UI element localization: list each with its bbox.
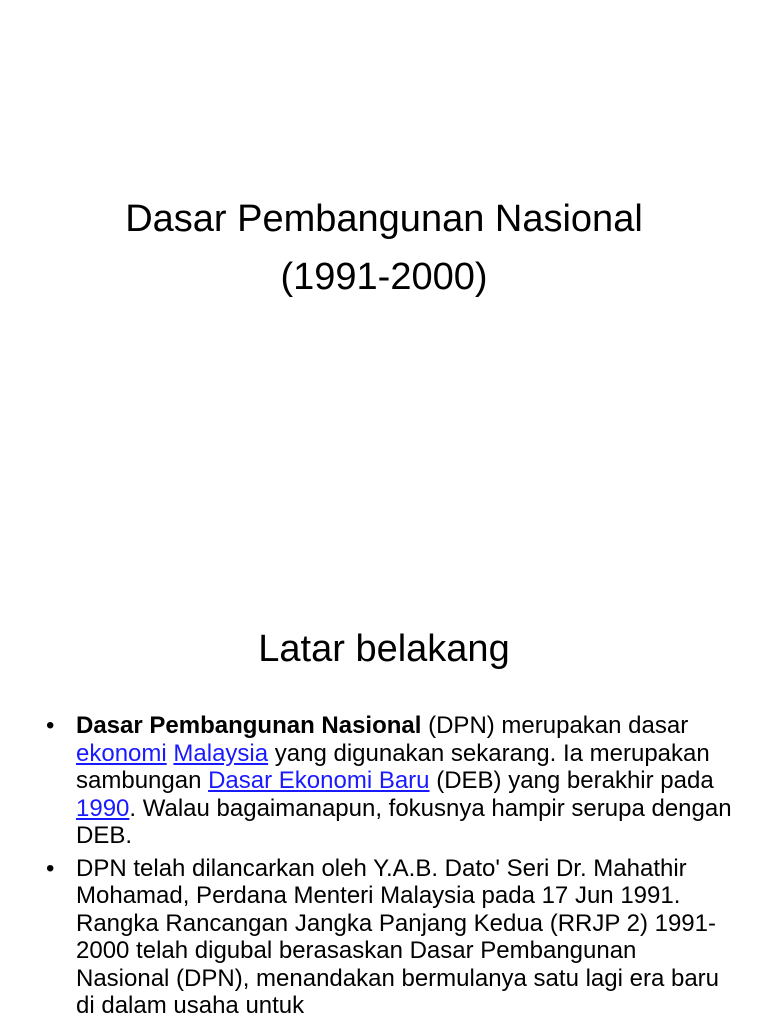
- content-slide: [0, 576, 768, 1024]
- bullet-item-2: [44, 855, 734, 1020]
- bullet-item-1: [44, 712, 734, 850]
- slide-title: [0, 190, 768, 306]
- link-dasar-ekonomi-baru[interactable]: Dasar Ekonomi Baru: [208, 767, 430, 794]
- link-ekonomi[interactable]: ekonomi: [76, 739, 167, 767]
- bullet-text: DPN telah dilancarkan oleh Y.A.B. Dato' Seri Dr. Mahathir Mohamad, Perdana Menteri Malaysia pada 17 Jun 1991. Rangka Rancangan Jangka Panjang Kedua (RRJP 2) 1991-2000 telah digubal berasaskan Dasar Pembangunan Nasional (DPN), menandakan bermulanya satu lagi era baru di dalam usaha untuk: [76, 854, 720, 1019]
- link-malaysia[interactable]: Malaysia: [173, 739, 269, 767]
- bullet-text: (DEB) yang berakhir pada: [429, 767, 714, 794]
- bullet-text: . Walau bagaimanapun, fokusnya hampir serupa dengan DEB.: [76, 794, 732, 849]
- bullet-marker: •: [46, 712, 55, 739]
- bold-term: Dasar Pembangunan Nasional: [76, 712, 422, 739]
- slide-title-line-1: Dasar Pembangunan Nasional: [125, 198, 643, 240]
- link-1990[interactable]: 1990: [76, 794, 130, 822]
- bullet-text: yang digunakan sekarang. Ia merupakan sambungan: [76, 739, 710, 794]
- bullet-marker: •: [46, 854, 55, 882]
- section-heading: Latar belakang: [258, 628, 510, 670]
- slide-title-line-2: (1991-2000): [280, 256, 488, 298]
- bullet-list: [44, 712, 734, 1024]
- bullet-text: (DPN) merupakan dasar: [421, 712, 689, 739]
